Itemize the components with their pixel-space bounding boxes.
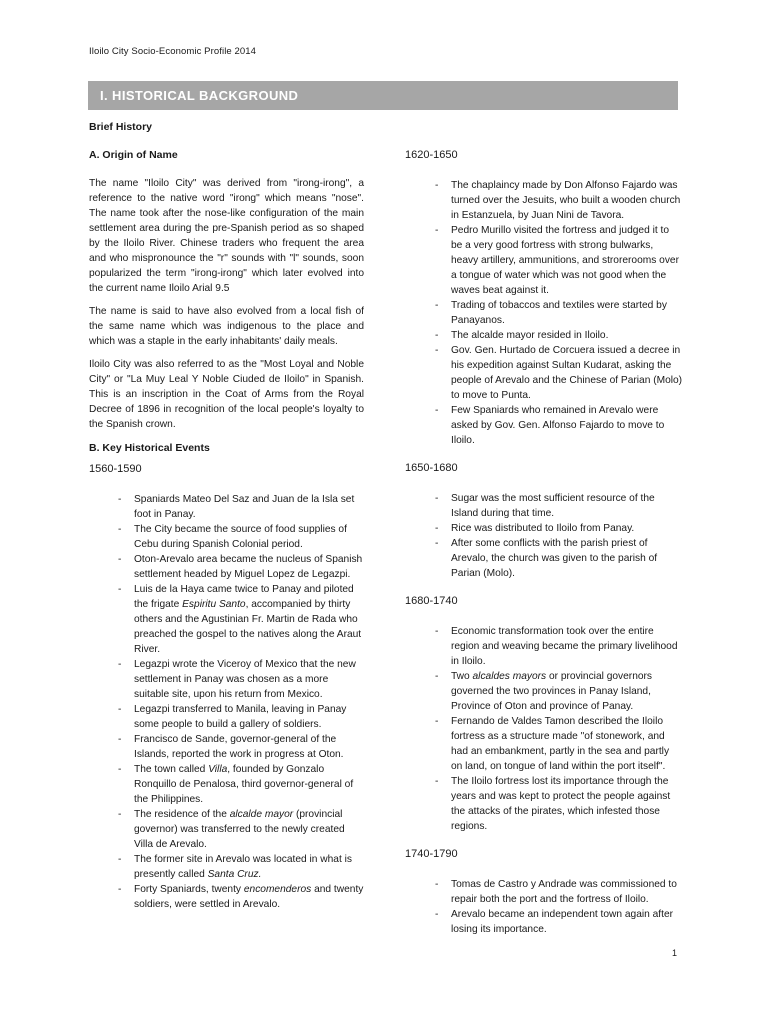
left-column bbox=[89, 120, 364, 912]
list-item: - The chaplaincy made by Don Alfonso Fajardo was turned over the Jesuits, who built a wooden church in Estanzuela, by Juan Nini de Tavora. bbox=[435, 178, 683, 223]
right-column bbox=[405, 148, 683, 937]
list-item: - Francisco de Sande, governor-general of the Islands, reported the work in progress at Oton. bbox=[118, 732, 364, 762]
list-item: - The town called Villa, founded by Gonzalo Ronquillo de Penalosa, third governor-general of the Philippines. bbox=[118, 762, 364, 807]
list-item: - The former site in Arevalo was located in what is presently called Santa Cruz. bbox=[118, 852, 364, 882]
list-item: - Few Spaniards who remained in Arevalo were asked by Gov. Gen. Alfonso Fajardo to move to Iloilo. bbox=[435, 403, 683, 448]
list-item: - Gov. Gen. Hurtado de Corcuera issued a decree in his expedition against Sultan Kudarat, asking the people of Arevalo and the Chinese of Parian (Molo) to move to Punta. bbox=[435, 343, 683, 403]
list-item: - Two alcaldes mayors or provincial governors governed the two provinces in Panay Island, Province of Oton and province of Panay. bbox=[435, 669, 683, 714]
list-item: - Spaniards Mateo Del Saz and Juan de la Isla set foot in Panay. bbox=[118, 492, 364, 522]
brief-history-heading: Brief History bbox=[89, 121, 153, 133]
origin-paragraph-2: The name is said to have also evolved from a local fish of the same name which was indigenous to the place and which was a staple in the early inhabitants' daily meals. bbox=[89, 306, 364, 347]
events-list-1680-1740 bbox=[435, 624, 683, 834]
page-number: 1 bbox=[671, 948, 677, 958]
list-item: - The Iloilo fortress lost its importance through the years and was kept to protect the people against the attacks of the pirates, which infested those regions. bbox=[435, 774, 683, 834]
list-item: - After some conflicts with the parish priest of Arevalo, the church was given to the parish of Parian (Molo). bbox=[435, 536, 683, 581]
section-title-banner: I. HISTORICAL BACKGROUND bbox=[88, 81, 678, 110]
list-item: - Legazpi wrote the Viceroy of Mexico that the new settlement in Panay was chosen as a more suitable site, upon his return from Mexico. bbox=[118, 657, 364, 702]
events-list-1650-1680 bbox=[435, 491, 683, 581]
events-list-1620-1650 bbox=[435, 178, 683, 448]
period-heading-1680-1740: 1680-1740 bbox=[405, 595, 458, 607]
list-item: - Forty Spaniards, twenty encomenderos and twenty soldiers, were settled in Arevalo. bbox=[118, 882, 364, 912]
list-item: - The alcalde mayor resided in Iloilo. bbox=[435, 328, 683, 343]
events-list-1560-1590 bbox=[118, 492, 364, 912]
events-list-1740-1790 bbox=[435, 877, 683, 937]
list-item: - Oton-Arevalo area became the nucleus of Spanish settlement headed by Miguel Lopez de Legazpi. bbox=[118, 552, 364, 582]
list-item: - Rice was distributed to Iloilo from Panay. bbox=[435, 521, 683, 536]
list-item: - The residence of the alcalde mayor (provincial governor) was transferred to the newly created Villa de Arevalo. bbox=[118, 807, 364, 852]
list-item: - Pedro Murillo visited the fortress and judged it to be a very good fortress with strong bulwarks, heavy artillery, ammunitions, and strorerooms over a tongue of water which was not good when the waves beat against it. bbox=[435, 223, 683, 298]
period-heading-1620-1650: 1620-1650 bbox=[405, 149, 458, 161]
list-item: - Fernando de Valdes Tamon described the Iloilo fortress as a structure made "of stonework, and had an embankment, partly in the sea and partly on land, on tongue of land within the port itself". bbox=[435, 714, 683, 774]
running-header: Iloilo City Socio-Economic Profile 2014 bbox=[89, 46, 257, 57]
origin-paragraph-1: The name "Iloilo City" was derived from "irong-irong", a reference to the native word "irong" which means "nose". The name took after the nose-like configuration of the main settlement area during the pre-Spanish period as so shaped by the Iloilo River. Chinese traders who frequent the area and who mispronounce the "r" sounds with "l" sounds, soon popularized the term "irong-irong" which later evolved into the current name Iloilo Arial 9.5 bbox=[89, 178, 364, 294]
list-item: - Legazpi transferred to Manila, leaving in Panay some people to build a gallery of soldiers. bbox=[118, 702, 364, 732]
list-item: - Arevalo became an independent town again after losing its importance. bbox=[435, 907, 683, 937]
period-heading-1650-1680: 1650-1680 bbox=[405, 462, 458, 474]
list-item: - Sugar was the most sufficient resource of the Island during that time. bbox=[435, 491, 683, 521]
list-item: - The City became the source of food supplies of Cebu during Spanish Colonial period. bbox=[118, 522, 364, 552]
list-item: - Luis de la Haya came twice to Panay and piloted the frigate Espiritu Santo, accompanied by thirty others and the Agustinian Fr. Martin de Rada who preached the gospel to the natives along the Araut River. bbox=[118, 582, 364, 657]
list-item: - Trading of tobaccos and textiles were started by Panayanos. bbox=[435, 298, 683, 328]
list-item: - Tomas de Castro y Andrade was commissioned to repair both the port and the fortress of Iloilo. bbox=[435, 877, 683, 907]
period-heading-1740-1790: 1740-1790 bbox=[405, 848, 458, 860]
origin-paragraph-3: Iloilo City was also referred to as the "Most Loyal and Noble City" or "La Muy Leal Y Noble Ciuded de Iloilo" in Spanish. This is an inscription in the Coat of Arms from the Royal Decree of 1896 in recognition of the local people's loyalty to the Spanish crown. bbox=[89, 359, 364, 430]
period-heading-1560-1590: 1560-1590 bbox=[89, 463, 142, 475]
key-events-heading: B. Key Historical Events bbox=[89, 442, 210, 454]
list-item: - Economic transformation took over the entire region and weaving became the primary livelihood in Iloilo. bbox=[435, 624, 683, 669]
origin-of-name-heading: A. Origin of Name bbox=[89, 149, 178, 161]
